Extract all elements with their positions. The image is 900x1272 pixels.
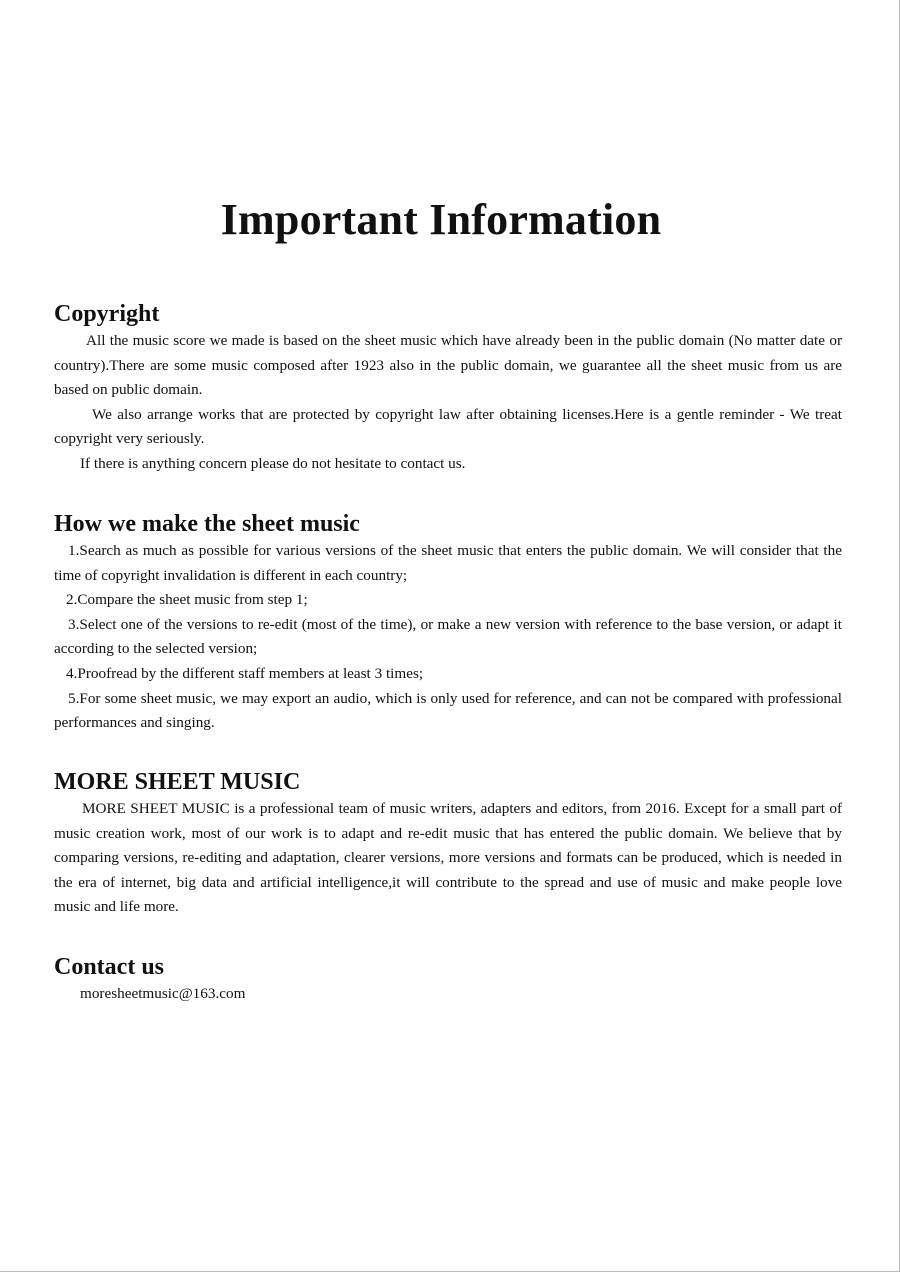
copyright-paragraph-3: If there is anything concern please do not hesitate to contact us.: [80, 454, 466, 472]
copyright-heading: Copyright: [54, 301, 160, 327]
process-section: [54, 509, 842, 736]
process-step-3: 3.Select one of the versions to re-edit (most of the time), or make a new version with reference to the base version, or adapt it according to the selected version;: [54, 615, 842, 658]
process-heading: How we make the sheet music: [54, 511, 360, 537]
process-step-2: 2.Compare the sheet music from step 1;: [66, 591, 308, 609]
about-section: [54, 767, 842, 920]
page-title: Important Information: [220, 195, 662, 244]
process-step-5: 5.For some sheet music, we may export an audio, which is only used for reference, and can not be compared with professional performances and singing.: [54, 689, 842, 732]
process-step-4: 4.Proofread by the different staff members at least 3 times;: [66, 664, 424, 682]
contact-email: moresheetmusic@163.com: [80, 985, 246, 1002]
contact-section: [54, 952, 842, 1006]
copyright-paragraph-2: We also arrange works that are protected by copyright law after obtaining licenses.Here is a gentle reminder - We treat copyright very seriously.: [54, 405, 842, 448]
process-step-1: 1.Search as much as possible for various versions of the sheet music that enters the public domain. We will consider that the time of copyright invalidation is different in each country;: [54, 542, 842, 584]
contact-heading: Contact us: [54, 954, 165, 980]
about-heading: MORE SHEET MUSIC: [54, 769, 301, 795]
about-paragraph: MORE SHEET MUSIC is a professional team of music writers, adapters and editors, from 2016. Except for a small part of music creation work, most of our work is to adapt and re-edit music that has entered the public domain. We believe that by comparing versions, re-editing and adaptation, clearer versions, more versions and formats can be produced, which is needed in the era of internet, big data and artificial intelligence,it will contribute to the spread and use of music and make people love music and life more.: [54, 800, 842, 916]
copyright-section: [54, 299, 842, 477]
copyright-paragraph-1: All the music score we made is based on the sheet music which have already been in the public domain (No matter date or country).There are some music composed after 1923 also in the public domain, we guarantee all the sheet music from us are based on public domain.: [54, 332, 842, 399]
